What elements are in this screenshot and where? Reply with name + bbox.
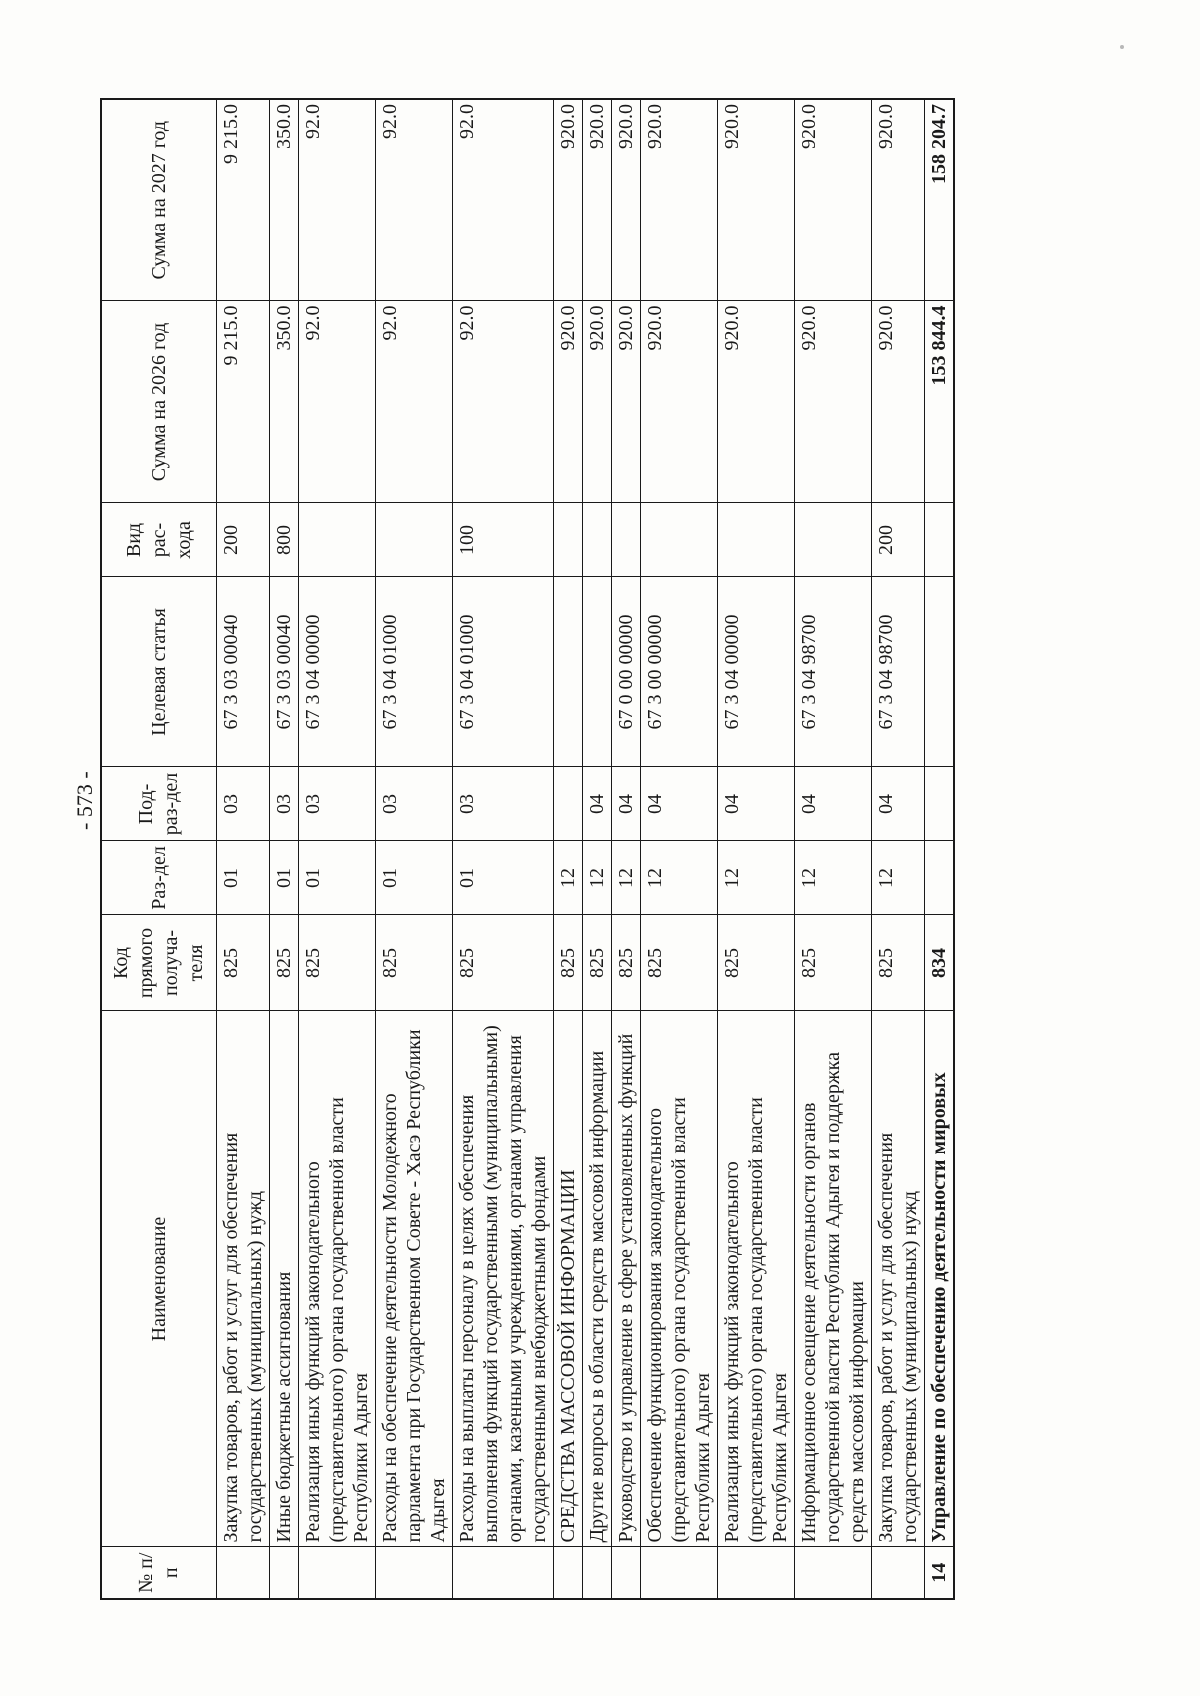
- cell-sum2026: 92.0: [453, 301, 554, 503]
- cell-sum2027: 92.0: [453, 99, 554, 301]
- cell-target: 67 3 03 00040: [217, 577, 270, 767]
- table-row: [554, 99, 583, 1599]
- cell-code: 825: [718, 915, 795, 1011]
- cell-num: [299, 1547, 376, 1599]
- cell-target: 67 3 04 01000: [376, 577, 453, 767]
- budget-table: [100, 98, 955, 1600]
- cell-kind: [376, 503, 453, 577]
- cell-target: 67 3 04 00000: [299, 577, 376, 767]
- cell-target: [583, 577, 612, 767]
- cell-name: Управление по обеспечению деятельности мировых: [925, 1011, 955, 1547]
- cell-section: 01: [270, 841, 299, 915]
- cell-code: 825: [795, 915, 872, 1011]
- cell-name: Реализация иных функций законодательного (представительного) органа государственной власти Республики Адыгея: [299, 1011, 376, 1547]
- cell-target: 67 3 04 98700: [872, 577, 925, 767]
- cell-section: 12: [641, 841, 718, 915]
- table-row: [872, 99, 925, 1599]
- cell-name: Реализация иных функций законодательного (представительного) органа государственной власти Республики Адыгея: [718, 1011, 795, 1547]
- header-name: Наименование: [101, 1011, 217, 1547]
- cell-subsection: [554, 767, 583, 841]
- cell-sum2027: 920.0: [554, 99, 583, 301]
- cell-name: Другие вопросы в области средств массовой информации: [583, 1011, 612, 1547]
- header-section: Раз-дел: [101, 841, 217, 915]
- cell-name: Расходы на обеспечение деятельности Молодежного парламента при Государственном Совете - Хасэ Республики Адыгея: [376, 1011, 453, 1547]
- cell-num: [270, 1547, 299, 1599]
- cell-target: 67 3 00 00000: [641, 577, 718, 767]
- cell-subsection: 03: [217, 767, 270, 841]
- cell-target: 67 0 00 00000: [612, 577, 641, 767]
- cell-num: [872, 1547, 925, 1599]
- cell-name: Обеспечение функционирования законодательного (представительного) органа государственной власти Республики Адыгея: [641, 1011, 718, 1547]
- header-sum2026: Сумма на 2026 год: [101, 301, 217, 503]
- cell-code: 834: [925, 915, 955, 1011]
- cell-target: 67 3 03 00040: [270, 577, 299, 767]
- cell-name: СРЕДСТВА МАССОВОЙ ИНФОРМАЦИИ: [554, 1011, 583, 1547]
- cell-kind: 100: [453, 503, 554, 577]
- page-number: - 573 -: [72, 771, 97, 830]
- cell-code: 825: [641, 915, 718, 1011]
- cell-kind: [795, 503, 872, 577]
- cell-subsection: 03: [376, 767, 453, 841]
- table-row: [217, 99, 270, 1599]
- table-row: [583, 99, 612, 1599]
- cell-sum2026: 920.0: [795, 301, 872, 503]
- cell-kind: 200: [872, 503, 925, 577]
- cell-subsection: 04: [612, 767, 641, 841]
- cell-section: 12: [872, 841, 925, 915]
- cell-kind: [554, 503, 583, 577]
- table-row: [718, 99, 795, 1599]
- cell-kind: [583, 503, 612, 577]
- cell-sum2026: 9 215.0: [217, 301, 270, 503]
- cell-sum2027: 9 215.0: [217, 99, 270, 301]
- cell-subsection: 03: [299, 767, 376, 841]
- table-row: [299, 99, 376, 1599]
- rotated-table-sheet: [100, 100, 1060, 1600]
- header-kind: Вид рас-хода: [101, 503, 217, 577]
- cell-kind: [612, 503, 641, 577]
- cell-code: 825: [554, 915, 583, 1011]
- cell-name: Расходы на выплаты персоналу в целях обеспечения выполнения функций государственными (муниципальными) органами, казенными учреждениями, органами управления государственными внебюджетными фондами: [453, 1011, 554, 1547]
- cell-subsection: 04: [795, 767, 872, 841]
- header-target: Целевая статья: [101, 577, 217, 767]
- cell-name: Информационное освещение деятельности органов государственной власти Республики Адыгея и поддержка средств массовой информации: [795, 1011, 872, 1547]
- scan-speck: [1120, 45, 1124, 49]
- cell-num: [641, 1547, 718, 1599]
- cell-subsection: 04: [718, 767, 795, 841]
- cell-sum2027: 920.0: [612, 99, 641, 301]
- table-row: [270, 99, 299, 1599]
- cell-subsection: 03: [453, 767, 554, 841]
- cell-name: Закупка товаров, работ и услуг для обеспечения государственных (муниципальных) нужд: [217, 1011, 270, 1547]
- cell-code: 825: [270, 915, 299, 1011]
- cell-sum2027: 158 204.7: [925, 99, 955, 301]
- table-row: [612, 99, 641, 1599]
- cell-sum2026: 350.0: [270, 301, 299, 503]
- cell-sum2026: 153 844.4: [925, 301, 955, 503]
- cell-kind: [718, 503, 795, 577]
- cell-section: 12: [554, 841, 583, 915]
- cell-sum2027: 920.0: [872, 99, 925, 301]
- cell-sum2027: 920.0: [641, 99, 718, 301]
- cell-section: 12: [612, 841, 641, 915]
- cell-name: Иные бюджетные ассигнования: [270, 1011, 299, 1547]
- cell-section: 01: [376, 841, 453, 915]
- header-code: Код прямого получа-теля: [101, 915, 217, 1011]
- cell-section: 12: [795, 841, 872, 915]
- cell-sum2027: 92.0: [376, 99, 453, 301]
- cell-sum2026: 920.0: [554, 301, 583, 503]
- table-row: [376, 99, 453, 1599]
- cell-subsection: 03: [270, 767, 299, 841]
- cell-section: 01: [453, 841, 554, 915]
- cell-target: [925, 577, 955, 767]
- cell-code: 825: [453, 915, 554, 1011]
- cell-code: 825: [612, 915, 641, 1011]
- table-header-row: [101, 99, 217, 1599]
- cell-section: 01: [217, 841, 270, 915]
- table-body: [217, 99, 955, 1599]
- cell-section: 01: [299, 841, 376, 915]
- cell-subsection: 04: [641, 767, 718, 841]
- header-subsection: Под-раз-дел: [101, 767, 217, 841]
- cell-num: [795, 1547, 872, 1599]
- cell-subsection: [925, 767, 955, 841]
- cell-code: 825: [217, 915, 270, 1011]
- table-row: [641, 99, 718, 1599]
- cell-num: [612, 1547, 641, 1599]
- cell-target: 67 3 04 01000: [453, 577, 554, 767]
- cell-target: 67 3 04 00000: [718, 577, 795, 767]
- cell-subsection: 04: [583, 767, 612, 841]
- cell-section: 12: [583, 841, 612, 915]
- cell-code: 825: [583, 915, 612, 1011]
- cell-sum2026: 920.0: [718, 301, 795, 503]
- cell-kind: 800: [270, 503, 299, 577]
- cell-sum2027: 92.0: [299, 99, 376, 301]
- cell-kind: [641, 503, 718, 577]
- cell-name: Руководство и управление в сфере установленных функций: [612, 1011, 641, 1547]
- cell-sum2027: 920.0: [795, 99, 872, 301]
- cell-kind: 200: [217, 503, 270, 577]
- cell-num: [217, 1547, 270, 1599]
- cell-kind: [925, 503, 955, 577]
- cell-code: 825: [872, 915, 925, 1011]
- cell-sum2026: 920.0: [872, 301, 925, 503]
- cell-num: [554, 1547, 583, 1599]
- cell-section: [925, 841, 955, 915]
- cell-name: Закупка товаров, работ и услуг для обеспечения государственных (муниципальных) нужд: [872, 1011, 925, 1547]
- cell-num: [583, 1547, 612, 1599]
- cell-num: 14: [925, 1547, 955, 1599]
- cell-sum2027: 920.0: [718, 99, 795, 301]
- cell-num: [376, 1547, 453, 1599]
- cell-sum2026: 92.0: [376, 301, 453, 503]
- table-row: [925, 99, 955, 1599]
- cell-subsection: 04: [872, 767, 925, 841]
- cell-sum2027: 350.0: [270, 99, 299, 301]
- cell-num: [453, 1547, 554, 1599]
- table-row: [453, 99, 554, 1599]
- cell-num: [718, 1547, 795, 1599]
- cell-sum2026: 920.0: [612, 301, 641, 503]
- cell-sum2026: 92.0: [299, 301, 376, 503]
- cell-sum2026: 920.0: [583, 301, 612, 503]
- cell-section: 12: [718, 841, 795, 915]
- header-num: № п/п: [101, 1547, 217, 1599]
- table-row: [795, 99, 872, 1599]
- cell-target: [554, 577, 583, 767]
- cell-sum2027: 920.0: [583, 99, 612, 301]
- cell-target: 67 3 04 98700: [795, 577, 872, 767]
- cell-sum2026: 920.0: [641, 301, 718, 503]
- cell-code: 825: [299, 915, 376, 1011]
- cell-kind: [299, 503, 376, 577]
- cell-code: 825: [376, 915, 453, 1011]
- header-sum2027: Сумма на 2027 год: [101, 99, 217, 301]
